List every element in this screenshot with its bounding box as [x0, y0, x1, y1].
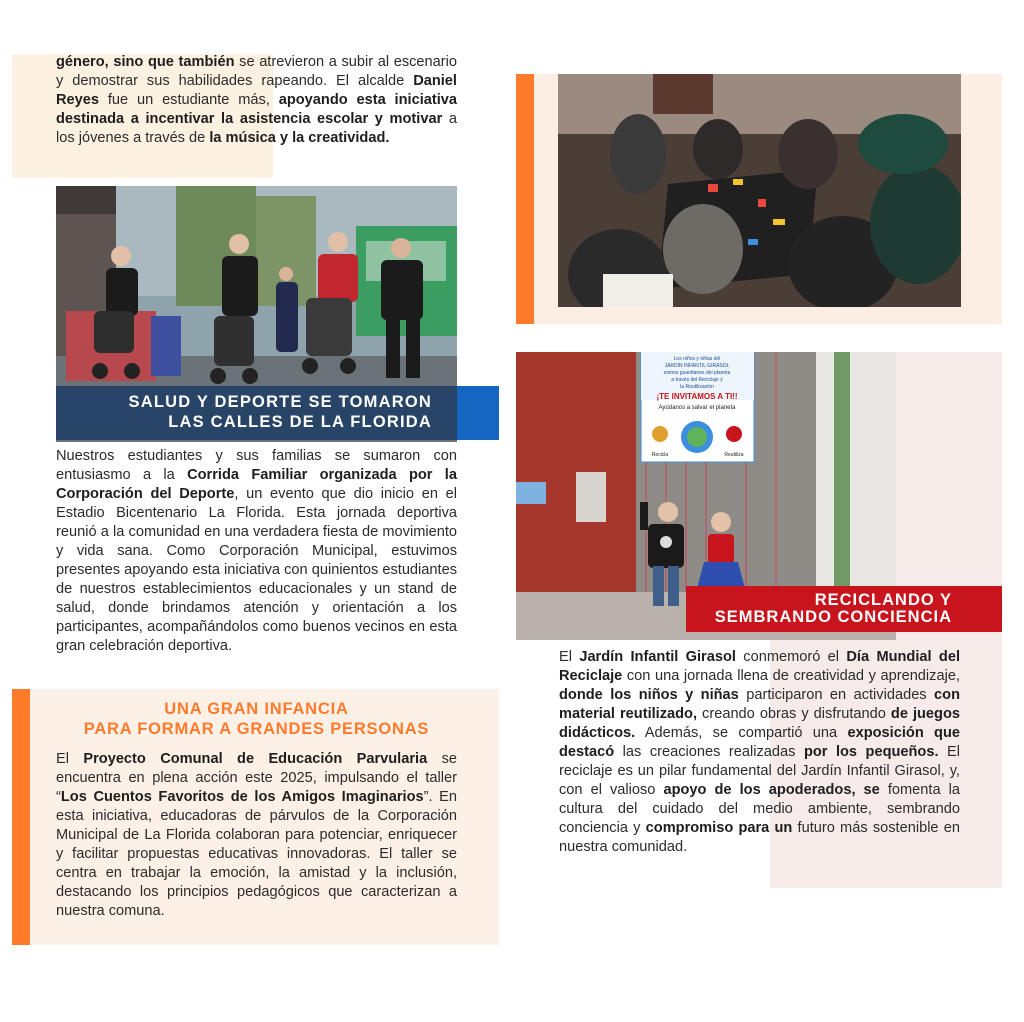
bold-text: Proyecto Comunal de Educación Parvularia: [83, 751, 428, 767]
infancia-paragraph: [56, 750, 457, 921]
text-span: se atrevieron a subir al: [234, 54, 394, 70]
bold-text: Corrida Familiar organizada por la Corporación del Deporte: [56, 467, 457, 502]
poster-text: Recicla: [651, 452, 669, 458]
text-span: , un evento que dio inicio en el Estadio Bicentenario La Florida. Esta jornada deportiva reunió a la comunidad en una verdadera fiesta de movimiento y vida sana. Como Corporación Municipal, estuvimos presentes apoyando esta iniciativa con quinientos estudiantes de nuestros establecimientos educacionales y un stand de salud, donde brindamos atención y orientación a los participantes, acompañándolos como buenos vecinos en esta gran celebración deportiva.: [56, 486, 457, 654]
text-span: participaron en actividades: [738, 687, 935, 703]
title-line: UNA GRAN INFANCIA: [164, 700, 349, 718]
poster-text: a través del Reciclaje y: [671, 377, 723, 383]
text-span: fue un estudiante más,: [99, 92, 279, 108]
text-span: fomenta la cultura del cuidado del medio ambiente, sembrando conciencia y: [559, 782, 960, 836]
banner-accent: [457, 386, 499, 440]
text-span: a los jóvenes a través de: [56, 111, 458, 146]
title-line: SEMBRANDO CONCIENCIA: [714, 608, 952, 626]
poster-headline: ¡TE INVITAMOS A TI!!: [656, 392, 738, 401]
reciclaje-title: [686, 592, 952, 626]
title-line: LAS CALLES DE LA FLORIDA: [168, 413, 432, 431]
bold-text: donde los niños y niñas: [559, 687, 739, 703]
bold-text: Día Mundial del Reciclaje: [559, 649, 961, 684]
text-span: El: [559, 649, 580, 665]
title-line: SALUD Y DEPORTE SE TOMARON: [128, 393, 432, 411]
salud-title: [56, 392, 432, 432]
bold-text: con material reutilizado,: [559, 687, 960, 722]
bold-text: de juegos didácticos.: [559, 706, 960, 741]
salud-paragraph: [56, 447, 457, 656]
text-span: El reciclaje es un pilar fundamental del Jardín Infantil Girasol, y, con el valioso: [559, 744, 961, 798]
bold-text: la música y la creatividad.: [209, 130, 390, 146]
bold-text: género, sino que también: [56, 54, 235, 70]
title-line: RECICLANDO Y: [814, 591, 952, 609]
workshop-photo: [558, 74, 961, 307]
text-span: las creaciones realizadas: [614, 744, 804, 760]
title-line: PARA FORMAR A GRANDES PERSONAS: [83, 720, 430, 738]
bold-text: Jardín Infantil Girasol: [579, 649, 736, 665]
bold-text: Daniel Reyes: [56, 73, 457, 108]
text-span: conmemoró el: [735, 649, 847, 665]
workshop-accent-bar: [516, 74, 534, 324]
poster-text: JARDÍN INFANTIL GIRASOL: [664, 363, 730, 369]
bold-text: Los Cuentos Favoritos de los Amigos Imaginarios: [60, 789, 424, 805]
salud-title-banner: [56, 386, 499, 440]
infancia-title: [56, 699, 457, 739]
bold-text: apoyando esta iniciativa destinada a incentivar la asistencia escolar y motivar: [56, 92, 458, 127]
text-span: escenario y demostrar sus habilidades rapeando.: [56, 54, 457, 89]
poster-text: Ayúdanos a salvar el planeta: [658, 405, 736, 411]
text-span: El: [56, 751, 84, 767]
reciclaje-title-banner: [686, 586, 1002, 632]
text-span: futuro más sostenible en nuestra comunidad.: [559, 820, 960, 855]
text-span: El alcalde: [327, 73, 414, 89]
rap-paragraph: [56, 53, 457, 148]
bold-text: compromiso para un: [645, 820, 793, 836]
bold-text: exposición que destacó: [559, 725, 961, 760]
poster-text: Los niños y niñas del: [673, 356, 721, 362]
bold-text: por los pequeños.: [803, 744, 939, 760]
poster-text: la Reutilización: [680, 384, 714, 390]
text-span: creando obras y disfrutando: [697, 706, 891, 722]
infancia-accent-bar: [12, 689, 30, 945]
text-span: con una jornada llena de creatividad y aprendizaje,: [622, 668, 960, 684]
text-span: Además, se compartió una: [635, 725, 848, 741]
poster-text: somos guardianes del planeta: [663, 370, 731, 376]
text-span: se encuentra en plena acción este 2025, impulsando el taller “: [56, 751, 458, 805]
reciclaje-paragraph: [559, 648, 960, 857]
text-span: Nuestros estudiantes y sus familias se sumaron con entusiasmo a la: [56, 448, 457, 483]
poster-text: Reutiliza: [724, 452, 744, 458]
bold-text: apoyo de los apoderados, se: [663, 782, 880, 798]
text-span: ”. En esta iniciativa, educadoras de párvulos de la Corporación Municipal de La Florida colaboran para potenciar, enriquecer y facilitar propuestas educativas innovadoras. El taller se centra en trabajar la emoción, la amistad y la inclusión, destacando los principios pedagógicos que caracterizan a nuestra comuna.: [56, 789, 457, 919]
